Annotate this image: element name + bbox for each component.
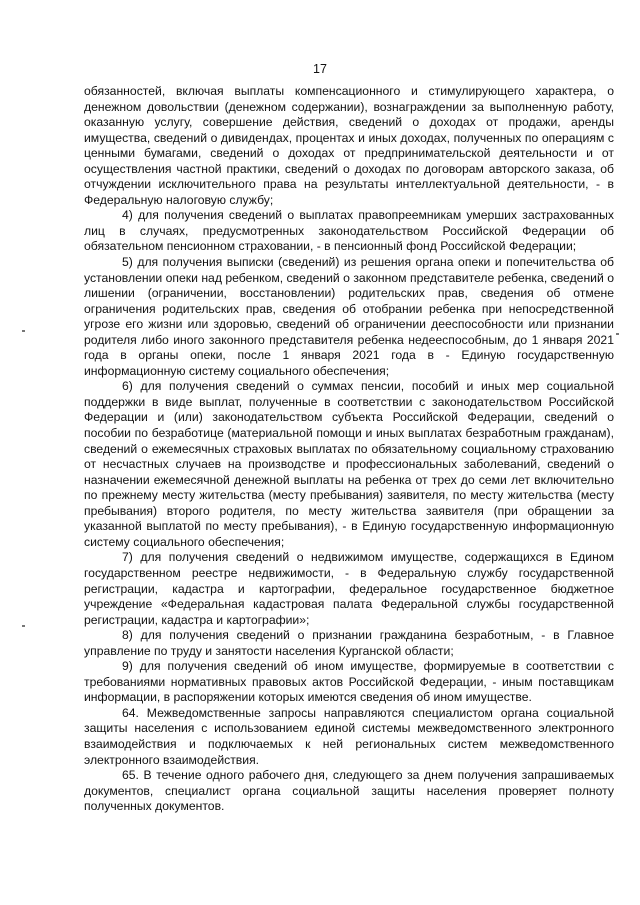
scan-dot-mark <box>22 330 25 332</box>
paragraph-continuation: обязанностей, включая выплаты компенсационного и стимулирующего характера, о денежном довольствии (денежном содержании), вознаграждении за выполненную работу, оказанную услугу, совершение действия, сведений о доходах от продажи, аренды имущества, сведений о дивидендах, процентах и иных доходах, полученных по операциям с ценными бумагами, сведений о доходах от предпринимательской деятельности и от осуществления частной практики, сведений о доходах по договорам авторского заказа, об отчуждении исключительного права на результаты интеллектуальной деятельности, - в Федеральную налоговую службу; <box>84 84 614 207</box>
paragraph-item-5: 5) для получения выписки (сведений) из решения органа опеки и попечительства об установлении опеки над ребенком, сведений о законном представителе ребенка, сведений о лишении (ограничении, восстановлении) родительских прав, сведения об отмене ограничения родительских прав, сведения об отобрании ребенка при непосредственной угрозе его жизни или здоровью, сведений об ограничении дееспособности или признании родителя либо иного законного представителя ребенка недееспособным, до 1 января 2021 года в органы опеки, после 1 января 2021 года в - Единую государственную информационную систему социального обеспечения; <box>84 255 614 378</box>
page-number: 17 <box>313 62 327 76</box>
scan-dot-mark <box>616 333 619 335</box>
paragraph-item-9: 9) для получения сведений об ином имуществе, формируемые в соответствии с требованиями нормативных правовых актов Российской Федерации, - иным поставщикам информации, в распоряжении которых имеются сведения об ином имуществе. <box>84 659 614 705</box>
paragraph-section-64: 64. Межведомственные запросы направляются специалистом органа социальной защиты населения с использованием единой системы межведомственного электронного взаимодействия и подключаемых к ней региональных систем межведомственного электронного взаимодействия. <box>84 705 614 767</box>
paragraph-item-6: 6) для получения сведений о суммах пенсии, пособий и иных мер социальной поддержки в виде выплат, полученные в соответствии с законодательством Российской Федерации и (или) законодательством субъекта Российской Федерации, сведений о пособии по безработице (материальной помощи и иных выплатах безработным гражданам), сведений о ежемесячных страховых выплатах по обязательному социальному страхованию от несчастных случаев на производстве и профессиональных заболеваний, сведений о назначении ежемесячной денежной выплаты на ребенка от трех до семи лет включительно по прежнему месту жительства (месту пребывания) заявителя, по месту жительства (месту пребывания) второго родителя, по месту жительства заявителя (при обращении за указанной выплатой по месту пребывания), - в Единую государственную информационную систему социального обеспечения; <box>84 379 614 549</box>
paragraph-section-65: 65. В течение одного рабочего дня, следующего за днем получения запрашиваемых документов, специалист органа социальной защиты населения проверяет полноту полученных документов. <box>84 768 614 814</box>
paragraph-item-8: 8) для получения сведений о признании гражданина безработным, - в Главное управление по труду и занятости населения Курганской области; <box>84 628 614 658</box>
scan-dot-mark <box>22 625 25 627</box>
document-body <box>84 84 614 815</box>
paragraph-item-7: 7) для получения сведений о недвижимом имуществе, содержащихся в Едином государственном реестре недвижимости, - в Федеральную службу государственной регистрации, кадастра и картографии, федеральное государственное бюджетное учреждение «Федеральная кадастровая палата Федеральной службы государственной регистрации, кадастра и картографии»; <box>84 550 614 627</box>
paragraph-item-4: 4) для получения сведений о выплатах правопреемникам умерших застрахованных лиц в случаях, предусмотренных законодательством Российской Федерации об обязательном пенсионном страховании, - в пенсионный фонд Российской Федерации; <box>84 208 614 254</box>
